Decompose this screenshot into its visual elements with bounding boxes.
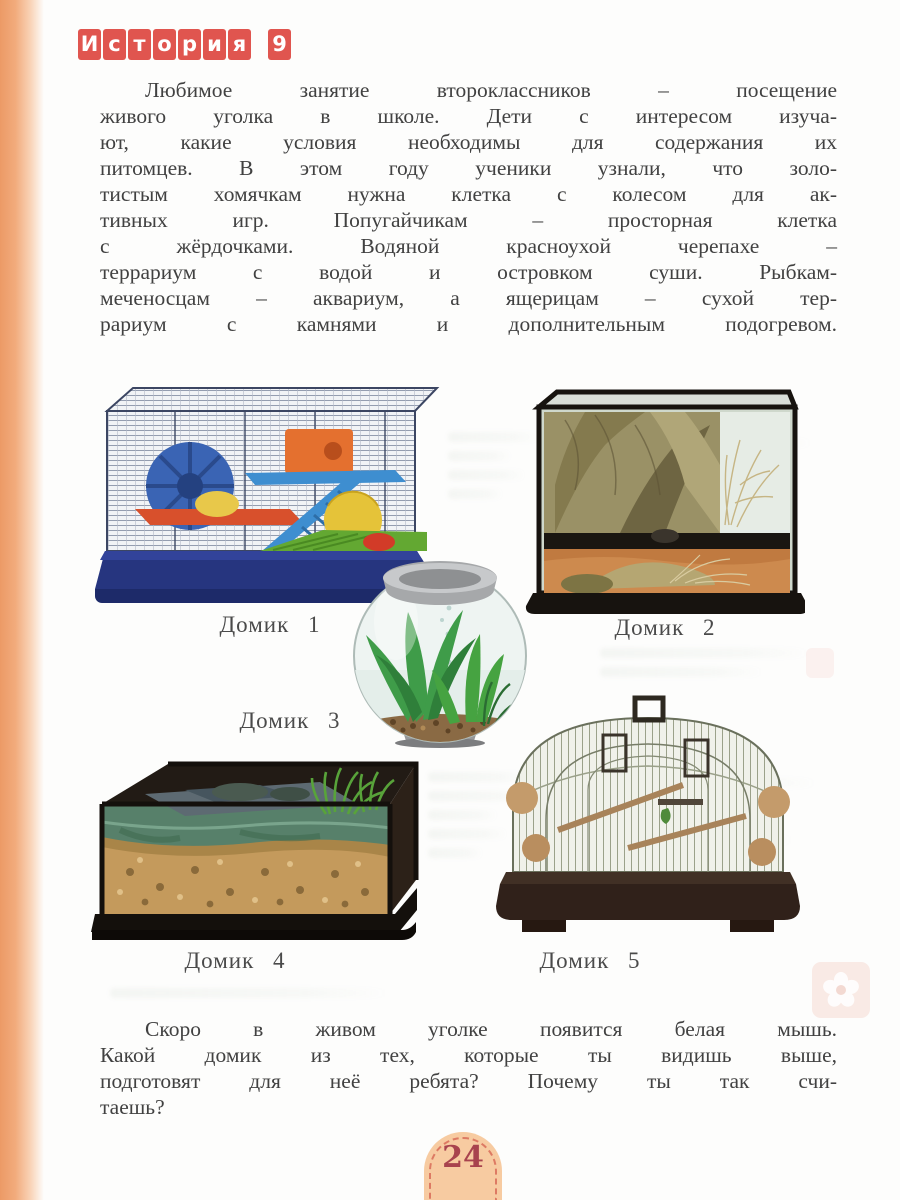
bleed-through-artifact — [806, 648, 834, 678]
text-line: питомцев. В этом году ученики узнали, что золо- — [100, 156, 837, 180]
intro-paragraph — [100, 77, 837, 337]
text-line: тивных игр. Попугайчикам – просторная клетка — [100, 208, 837, 232]
figure-caption: Домик 1 — [219, 612, 321, 637]
text-line: таешь? — [100, 1095, 165, 1119]
text-line: тистым хомячкам нужна клетка с колесом для ак- — [100, 182, 837, 206]
text-line: Какой домик из тех, которые ты видишь выше, — [100, 1043, 837, 1067]
question-paragraph — [100, 1016, 837, 1120]
header-letter-tile: р — [178, 29, 201, 60]
text-line: Скоро в живом уголке появится белая мышь. — [145, 1017, 837, 1041]
text-line: рариум с камнями и дополнительным подогревом. — [100, 312, 837, 336]
figure-bird-cage — [488, 680, 808, 943]
dry-terrarium-illustration — [525, 385, 805, 620]
text-line: террариум с водой и островком суши. Рыбкам- — [100, 260, 837, 284]
header-letter-tile: т — [128, 29, 151, 60]
text-line: ют, какие условия необходимы для содержания их — [100, 130, 837, 154]
page-margin-bar — [0, 0, 44, 1200]
text-line: с жёрдочками. Водяной красноухой черепахе – — [100, 234, 837, 258]
text-line: Любимое занятие второклассников – посещение — [145, 78, 837, 102]
story-header — [78, 29, 291, 60]
figure-caption: Домик 2 — [614, 615, 716, 640]
page-number-badge — [424, 1132, 502, 1200]
text-line: живого уголка в школе. Дети с интересом изуча- — [100, 104, 837, 128]
header-letter-tile: о — [153, 29, 176, 60]
bleed-through-artifact — [110, 988, 390, 1007]
text-line: меченосцам – аквариум, а ящерицам – сухой тер- — [100, 286, 837, 310]
text-line: подготовят для неё ребята? Почему ты так счи- — [100, 1069, 837, 1093]
header-letter-tile: я — [228, 29, 251, 60]
figure-caption: Домик 3 — [239, 708, 341, 733]
page-number: 24 — [442, 1140, 484, 1175]
header-letter-tile: И — [78, 29, 101, 60]
flower-sticker-artifact — [812, 962, 870, 1018]
figure-caption: Домик 4 — [184, 948, 286, 973]
flower-icon — [821, 970, 861, 1010]
header-number-tile: 9 — [268, 29, 291, 60]
bird-cage-illustration — [488, 680, 808, 938]
figure-caption: Домик 5 — [539, 948, 641, 973]
figure-aqua-terrarium — [90, 752, 425, 952]
header-letter-tile: и — [203, 29, 226, 60]
aqua-terrarium-illustration — [90, 752, 425, 947]
figure-dry-terrarium — [525, 385, 805, 625]
header-letter-tile: с — [103, 29, 126, 60]
